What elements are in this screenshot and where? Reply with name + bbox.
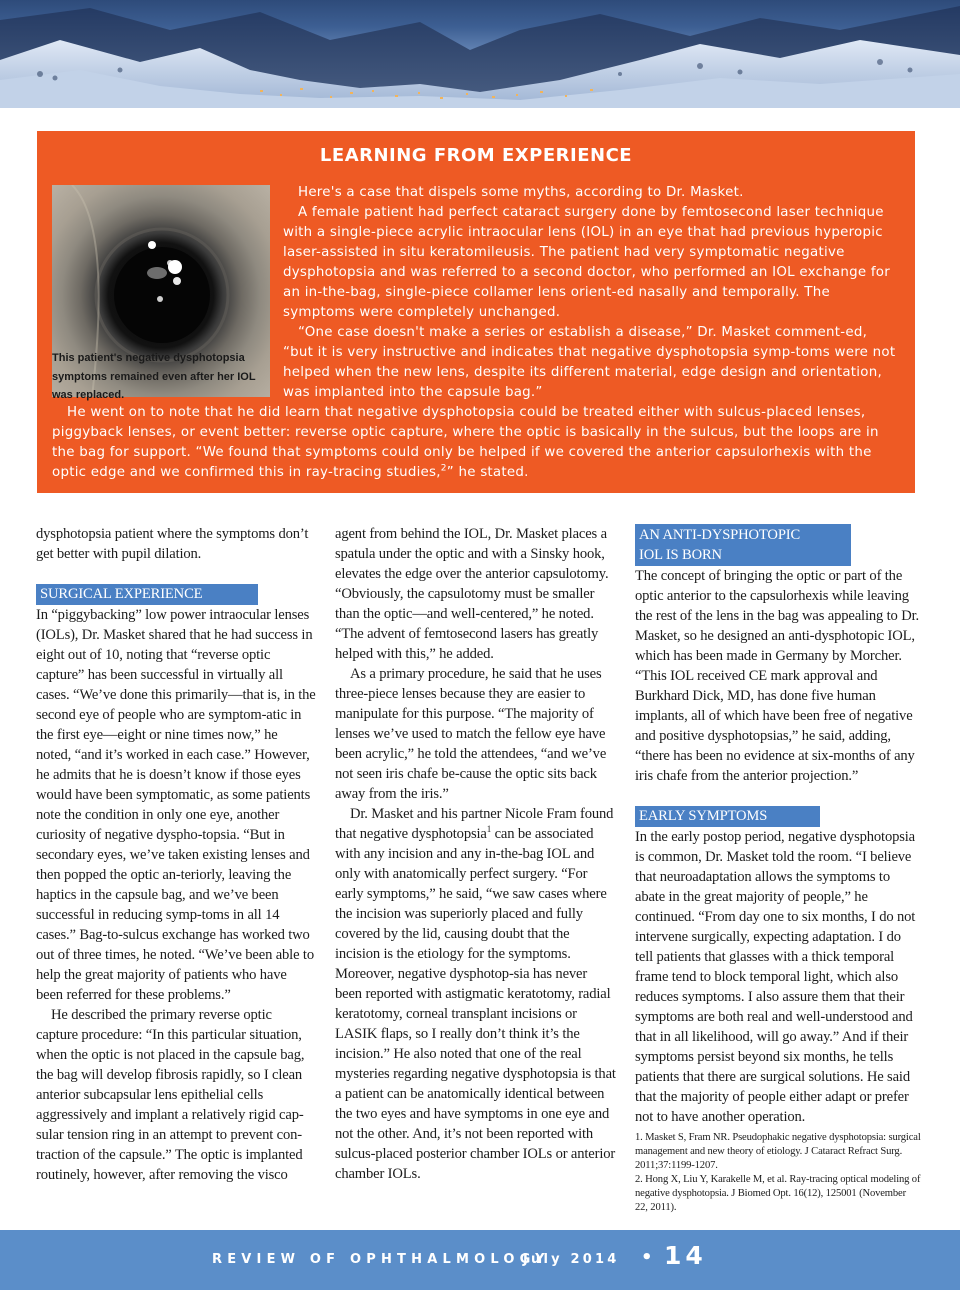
body-paragraph: The concept of bringing the optic or part of the optic anterior to the capsulorhexis while leaving the rest of the lens in the bag was appealing to Dr. Masket, so he designed an anti-dysphotopic IOL, which has been made in Germany by Morcher. “This IOL received CE mark approval and Burkhard Dick, MD, has done five human implants, all of which have been free of negative and positive dysphotopsias,” he said, adding, “there has been no evidence at six-months of any iris chafe from the anterior projection.” — [635, 568, 919, 784]
reference-marker: 2 — [440, 463, 447, 474]
sidebar-body — [52, 183, 900, 483]
section-heading-anti-dysphotopic — [635, 524, 851, 566]
mountain-town-photo — [0, 0, 960, 108]
footer-separator: • — [641, 1247, 653, 1268]
body-paragraph: In the early postop period, negative dysphotopsia is common, Dr. Masket told the room. “I believe that neuroadaptation allows the symptoms to abate in the great majority of people,” he continued. “From day one to six months, I do not intervene surgically, expecting adaptation. I do tell patients that glasses with a thick temporal frame tend to block temporal light, which also reduces symptoms. I also assure them that their symptoms are both real and well-understood and that in all likelihood, will go away.” And if their symptoms persist beyond six months, he tells patients that there are surgical solutions. He said that the majority of people either adapt or prefer not to have another operation. — [635, 829, 916, 1125]
section-heading-line: IOL IS BORN — [639, 547, 722, 563]
column-2 — [335, 524, 616, 1184]
photo-spacer — [52, 183, 283, 403]
body-paragraph: In “piggybacking” low power intraocular lenses (IOLs), Dr. Masket shared that he had success in eight out of 10, noting that “reverse optic capture” has been successful in virtually all cases. “We’ve done this primarily—that is, in the second eye of people who are symptom-atic in the first eye—eight or nine times now,” he noted, “and it’s worked in each case.” However, he admits that he is doesn’t know if those eyes would have been symptomatic, as some patients note the condition in only one eye, another curiosity of negative dyspho-topsia. “But in secondary eyes, we’ve taken existing lenses and then popped the optic an-teriorly, leaving the haptics in the capsule bag, and we’ve been successful in reducing symp-toms in all 14 cases.” Bag-to-sulcus exchange has worked two out of three times, he noted. “We’ve been able to help the great majority of patients who have been referred for these problems.” — [36, 607, 316, 1003]
body-paragraph: dysphotopsia patient where the symptoms don’t get better with pupil dilation. — [36, 526, 309, 562]
sidebar-paragraph: “One case doesn't make a series or establish a disease,” Dr. Masket comment-ed, “but it is very instructive and indicates that negative dysphotopsia symp-toms were not helped when the new lens, despite its different material, edge design and orientation, was implanted into the capsule bag.” — [283, 325, 896, 400]
page-footer — [0, 1230, 960, 1290]
column-1 — [36, 524, 316, 1185]
sidebar-paragraph: Here's a case that dispels some myths, according to Dr. Masket. — [298, 185, 744, 200]
body-paragraph: He described the primary reverse optic capture procedure: “In this particular situation, when the optic is not placed in the capsule bag, the bag will develop fibrosis rapidly, so I clean anterior subcapsular lens epithelial cells aggressively and implant a relatively rigid cap-sular tension ring in an attempt to prevent con-traction of the capsule.” The optic is implanted routinely, however, after removing the visco — [36, 1007, 305, 1183]
body-paragraph: agent from behind the IOL, Dr. Masket places a spatula under the optic and with a Sinsky hook, elevates the edge over the anterior capsulotomy. “Obviously, the capsulotomy must be smaller than the optic—and well-centered,” he noted. “The advent of femtosecond lasers has greatly helped with this,” he added. — [335, 526, 609, 662]
sidebar-title: LEARNING FROM EXPERIENCE — [319, 145, 633, 166]
section-heading-line: AN ANTI-DYSPHOTOPIC — [639, 527, 801, 543]
body-paragraph — [335, 804, 616, 1184]
references — [635, 1131, 921, 1215]
sidebar-paragraph — [52, 403, 900, 483]
reference-marker: 1 — [486, 824, 492, 835]
sidebar-paragraph: A female patient had perfect cataract surgery done by femtosecond laser technique with a single-piece acrylic intraocular lens (IOL) in an eye that had previous hyperopic laser-assisted in situ keratomileusis. The patient had very symptomatic negative dysphotopsia and was referred to a second doctor, who performed an IOL exchange for an in-the-bag, single-piece collamer lens orient-ed nasally and temporally. The symptoms were completely unchanged. — [283, 205, 890, 320]
body-text: Dr. Masket and his partner Nicole Fram found that negative dysphotopsia — [335, 806, 614, 842]
reference-item: 1. Masket S, Fram NR. Pseudophakic negative dysphotopsia: surgical management and new theory of etiology. J Cataract Refract Surg. 2011;37:1199-1207. — [635, 1132, 921, 1171]
column-3 — [635, 524, 921, 1215]
body-text: can be associated with any incision and any in-the-bag IOL and only with anatomically perfect surgery. “For early symptoms,” he said, “we saw cases where the incision was superiorly placed and fully covered by the lid, causing doubt that the incision is the etiology for the symptoms. Moreover, negative dysphotop-sia has never been reported with astigmatic keratotomy, radial keratotomy, corneal transplant incisions or LASIK flaps, so I really don’t think it’s the incision.” He also noted that one of the real mysteries regarding negative dysphotopsia is that a patient can be anatomically identical between the two eyes and have symptoms in one eye and not the other. And, it’s not been reported with sulcus-placed posterior chamber IOLs or anterior chamber IOLs. — [335, 826, 616, 1182]
mountain-town-photo-art — [0, 0, 960, 108]
issue-date: July 2014 — [523, 1252, 620, 1267]
section-heading-early-symptoms: EARLY SYMPTOMS — [635, 806, 820, 827]
body-paragraph: As a primary procedure, he said that he uses three-piece lenses because they are easier to manipulate for this purpose. “The majority of lenses we’ve used to match the fellow eye have been acrylic,” he told the attendees, “and we’ve not seen iris chafe be-cause the optic sits back away from the iris.” — [335, 666, 607, 802]
sidebar-paragraph-text: ” he stated. — [446, 465, 529, 480]
section-heading-surgical-experience: SURGICAL EXPERIENCE — [36, 584, 258, 605]
page-number: 14 — [664, 1241, 707, 1270]
sidebar-paragraph-text: He went on to note that he did learn that negative dysphotopsia could be treated either with sulcus-placed lenses, piggyback lenses, or event better: reverse optic capture, where the optic is basically in the sulcus, but the loops are in the bag for support. “We found that symptoms could only be helped if we covered the anterior capsulorhexis with the optic edge and we confirmed this in ray-tracing studies, — [52, 405, 879, 480]
journal-name: REVIEW OF OPHTHALMOLOGY — [212, 1252, 550, 1267]
reference-item: 2. Hong X, Liu Y, Karakelle M, et al. Ray-tracing optical modeling of negative dysphotopsia. J Biomed Opt. 16(12), 125001 (November 22, 2011). — [635, 1174, 921, 1213]
photo-caption: This patient's negative dysphotopsia symptoms remained even after her IOL was replaced. — [52, 352, 256, 401]
sidebar-box — [37, 131, 915, 493]
